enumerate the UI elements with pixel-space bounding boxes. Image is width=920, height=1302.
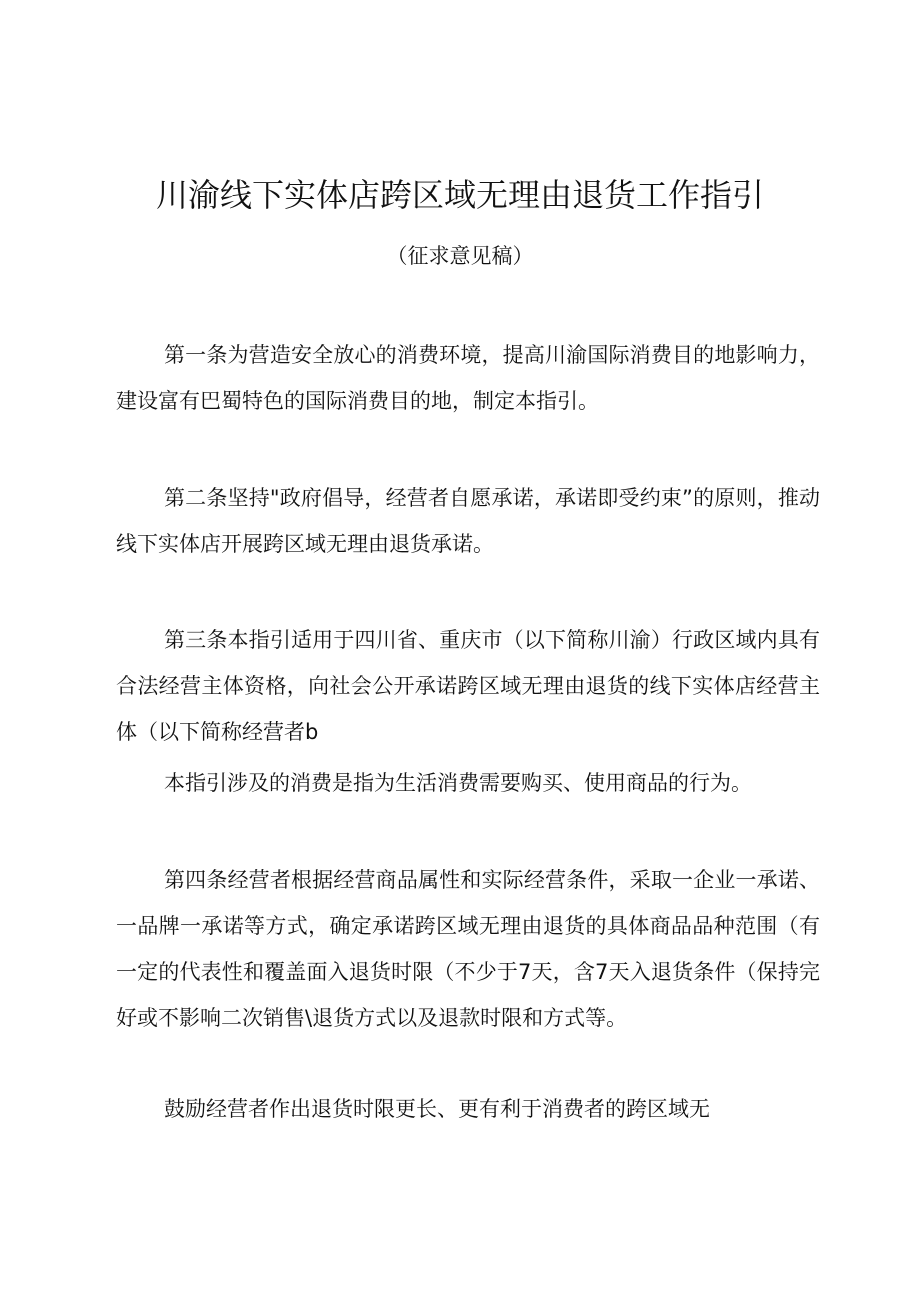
paragraph-article-2: 第二条坚持"政府倡导，经营者自愿承诺，承诺即受约束”的原则，推动线下实体店开展跨区域无理由退货承诺。 xyxy=(116,486,820,556)
document-subtitle: （征求意见稿） xyxy=(386,244,534,268)
paragraph-article-3: 第三条本指引适用于四川省、重庆市（以下简称川渝）行政区域内具有合法经营主体资格，向社会公开承诺跨区域无理由退货的线下实体店经营主体（以下简称经营者b xyxy=(116,628,820,744)
paragraph-encouragement: 鼓励经营者作出退货时限更长、更有利于消费者的跨区域无 xyxy=(164,1097,710,1121)
paragraph-article-3-note: 本指引涉及的消费是指为生活消费需要购买、使用商品的行为。 xyxy=(164,771,752,795)
document-title: 川渝线下实体店跨区域无理由退货工作指引 xyxy=(155,176,764,214)
paragraph-article-4: 第四条经营者根据经营商品属性和实际经营条件，采取一企业一承诺、一品牌一承诺等方式，确定承诺跨区域无理由退货的具体商品品种范围（有一定的代表性和覆盖面入退货时限（不少于7天，含7天入退货条件（保持完好或不影响二次销售\退货方式以及退款时限和方式等。 xyxy=(116,868,820,1030)
paragraph-article-1: 第一条为营造安全放心的消费环境，提高川渝国际消费目的地影响力，建设富有巴蜀特色的国际消费目的地，制定本指引。 xyxy=(116,343,820,413)
